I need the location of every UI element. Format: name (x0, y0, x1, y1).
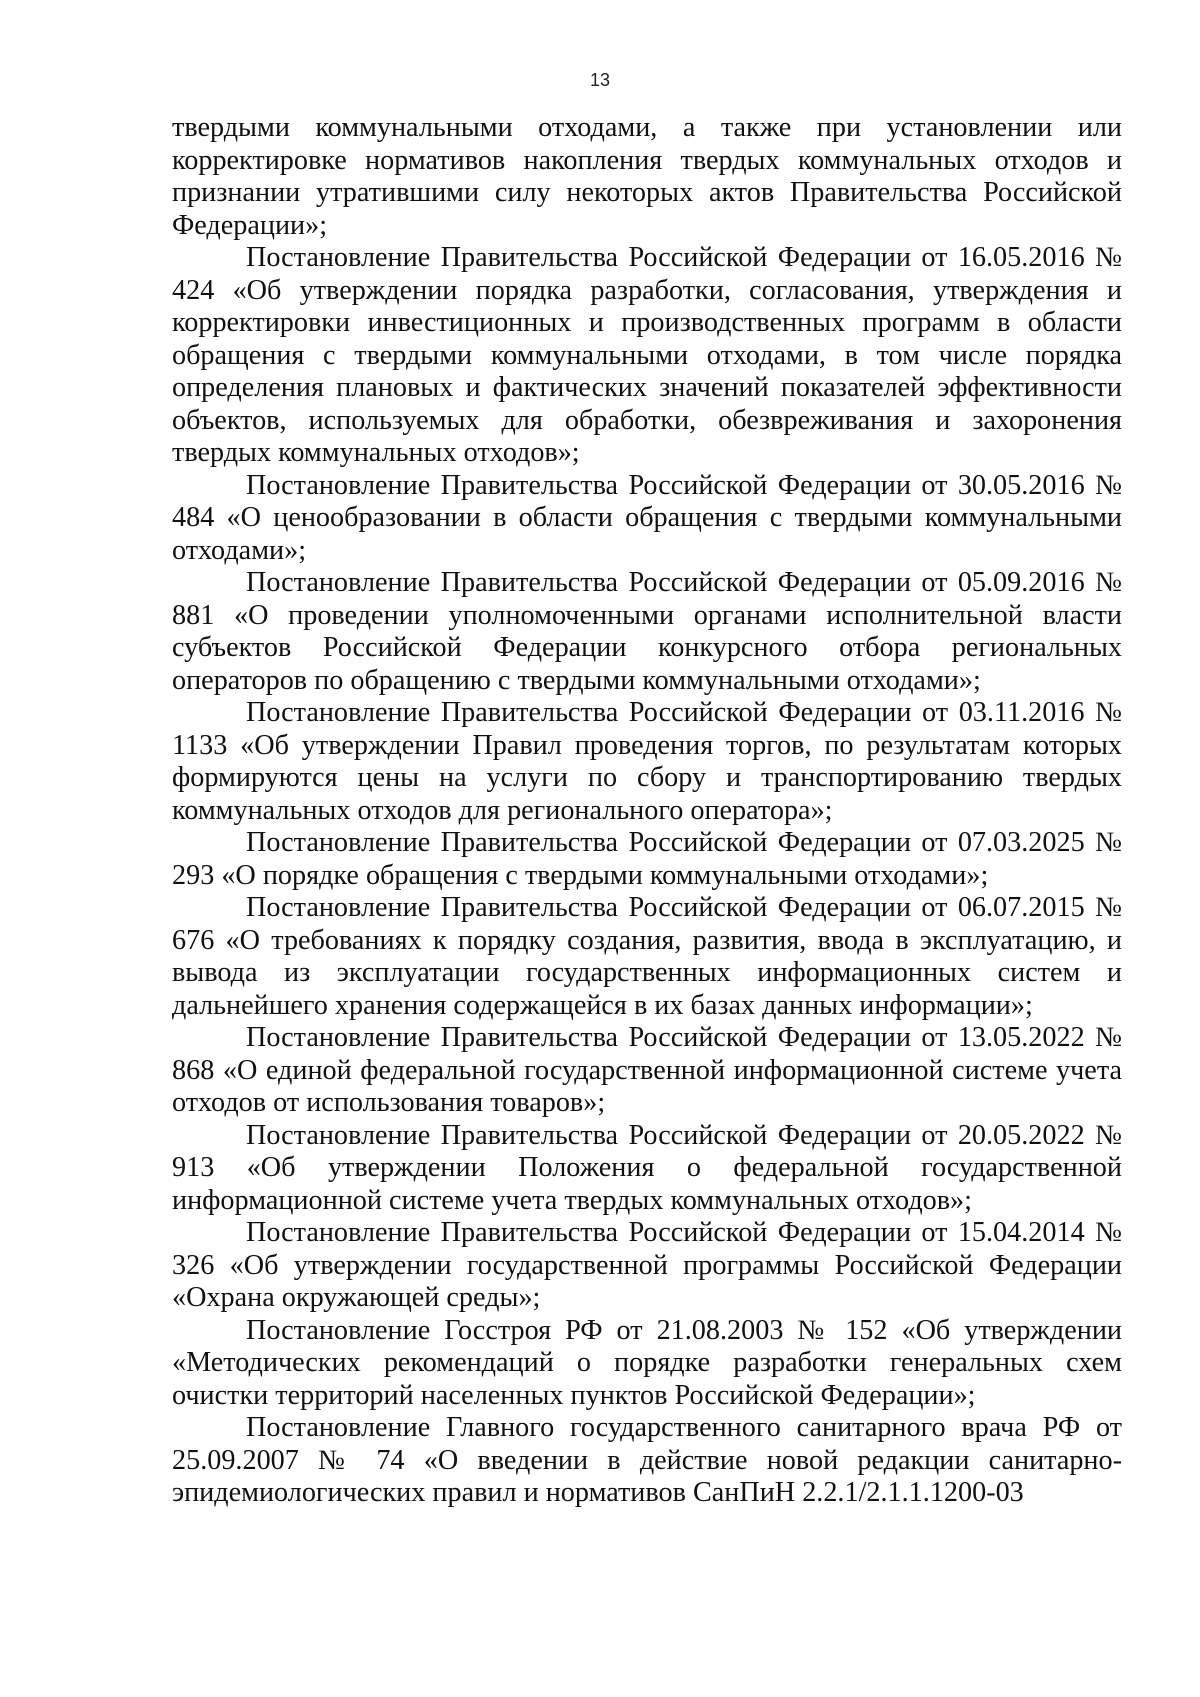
paragraph-sanitary-74: Постановление Главного государственного санитарного врача РФ от 25.09.2007 № 74 «О введении в действие новой редакции санитарно-эпидемиологических правил и нормативов СанПиН 2.2.1/2.1.1.1200-03 (172, 1412, 1122, 1508)
page-number: 13 (589, 70, 611, 90)
paragraph-decree-913: Постановление Правительства Российской Федерации от 20.05.2022 № 913 «Об утверждении Положения о федеральной государственной информационной системе учета твердых коммунальных отходов»; (172, 1119, 1122, 1216)
paragraph-decree-676: Постановление Правительства Российской Федерации от 06.07.2015 № 676 «О требованиях к порядку создания, развития, ввода в эксплуатацию, и вывода из эксплуатации государственных информационных систем и дальнейшего хранения содержащейся в их базах данных информации»; (172, 892, 1122, 1021)
paragraph-gosstroy-152: Постановление Госстроя РФ от 21.08.2003 № 152 «Об утверждении «Методических рекомендаций о порядке разработки генеральных схем очистки территорий населенных пунктов Российской Федерации»; (172, 1314, 1122, 1411)
paragraph-continuation: твердыми коммунальными отходами, а также при установлении или корректировке нормативов накопления твердых коммунальных отходов и признании утратившими силу некоторых актов Правительства Российской Федерации»; (172, 112, 1122, 241)
paragraph-decree-326: Постановление Правительства Российской Федерации от 15.04.2014 № 326 «Об утверждении государственной программы Российской Федерации «Охрана окружающей среды»; (172, 1217, 1122, 1313)
paragraph-decree-868: Постановление Правительства Российской Федерации от 13.05.2022 № 868 «О единой федеральной государственной информационной системе учета отходов от использования товаров»; (172, 1022, 1122, 1118)
paragraph-decree-1133: Постановление Правительства Российской Федерации от 03.11.2016 № 1133 «Об утверждении Правил проведения торгов, по результатам которых формируются цены на услуги по сбору и транспортированию твердых коммунальных отходов для регионального оператора»; (172, 697, 1122, 826)
document-body (172, 112, 1122, 1510)
paragraph-decree-424: Постановление Правительства Российской Федерации от 16.05.2016 № 424 «Об утверждении порядка разработки, согласования, утверждения и корректировки инвестиционных и производственных программ в области обращения с твердыми коммунальными отходами, в том числе порядка определения плановых и фактических значений показателей эффективности объектов, используемых для обработки, обезвреживания и захоронения твердых коммунальных отходов»; (172, 242, 1122, 468)
paragraph-decree-881: Постановление Правительства Российской Федерации от 05.09.2016 № 881 «О проведении уполномоченными органами исполнительной власти субъектов Российской Федерации конкурсного отбора региональных операторов по обращению с твердыми коммунальными отходами»; (172, 567, 1122, 696)
paragraph-decree-484: Постановление Правительства Российской Федерации от 30.05.2016 № 484 «О ценообразовании в области обращения с твердыми коммунальными отходами»; (172, 469, 1122, 566)
paragraph-decree-293: Постановление Правительства Российской Федерации от 07.03.2025 № 293 «О порядке обращения с твердыми коммунальными отходами»; (172, 827, 1122, 891)
